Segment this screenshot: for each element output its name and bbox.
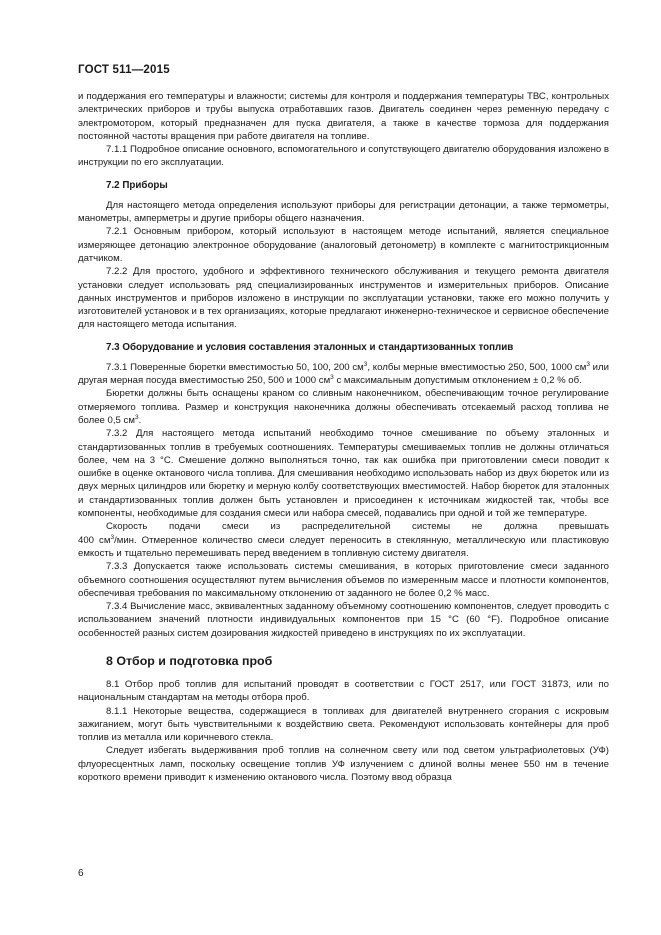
- superscript: 3: [363, 360, 368, 368]
- paragraph: Для настоящего метода определения используют приборы для регистрации детонации, а также термометры, манометры, амперметры и другие приборы общего назначения.: [78, 199, 609, 225]
- text-segment: 400 см: [78, 534, 111, 546]
- document-header: ГОСТ 511—2015: [78, 64, 170, 76]
- superscript: 3: [134, 413, 139, 421]
- paragraph-7-2-2: 7.2.2 Для простого, удобного и эффективного технического обслуживания и текущего ремонта двигателя установки следует использовать ряд специализированных инструментов и измерительных приборов. Описание данных инструментов и приборов изложено в инструкции по эксплуатации установки, также его можно получить у изготовителей установок и в тех организациях, которые предлагают инженерно-техническое и сервисное обеспечение для настоящего метода испытания.: [78, 266, 609, 331]
- paragraph-7-3-3: 7.3.3 Допускается также использовать системы смешивания, в которых приготовление смеси заданного объемного соотношения осуществляют путем вычисления объемов по измеренным массе и плотности компонентов, обеспечивая требования по максимальному отклонению от заданного не более 0,2 % масс.: [78, 561, 609, 599]
- section-heading-8: 8 Отбор и подготовка проб: [106, 653, 273, 668]
- paragraph-7-3-2: 7.3.2 Для настоящего метода испытаний необходимо точное смешивание по объему эталонных и стандартизованных топлив в требуемых соотношениях. Температуры смешиваемых топлив не должны отличаться более, чем на 3 °С. Смешение должно выполняться точно, так как ошибка при приготовлении смеси поводит к ошибке в оценке октанового числа топлива. Для смешивания необходимо использовать набор из двух бюреток или из двух мерных цилиндров или бюретку и мерную колбу соответствующих вместимостей. Набор бюреток для эталонных и стандартизованных топлив должен быть установлен и присоединен к источникам жидкостей так, чтобы все компоненты, необходимые для создания смеси или набора смесей, подавались при одной и той же температуре.: [78, 428, 609, 520]
- paragraph-7-3-4: 7.3.4 Вычисление масс, эквивалентных заданному объемному соотношению компонентов, следует проводить с использованием значений плотности индивидуальных компонентов при 15 °С (60 °F). Подробное описание особенностей разных систем дозирования жидкостей приведено в инструкциях по их эксплуатации.: [78, 601, 609, 639]
- paragraph: Следует избегать выдерживания проб топлив на солнечном свету или под светом ультрафиолетовых (УФ) флуоресцентных ламп, поскольку освещение топлив УФ излучением с длиной волны менее 550 нм в течение короткого времени приводит к изменению октанового числа. Поэтому ввод образца: [78, 745, 609, 784]
- superscript: 3: [330, 374, 334, 382]
- text-segment: .: [138, 414, 142, 426]
- paragraph-8-1: 8.1 Отбор проб топлив для испытаний проводят в соответствии с ГОСТ 2517, или ГОСТ 31873, или по национальным стандартам на методы отбора проб.: [78, 678, 609, 704]
- paragraph: и поддержания его температуры и влажности; системы для контроля и поддержания температуры ТВС, контрольных электрических приборов и трубы выпуска отработавших газов. Двигатель соединен через ременную передачу с электромотором, который предназначен для пуска двигателя, а также в качестве тормоза для поддержания постоянной частоты вращения при работе двигателя на топливе.: [78, 91, 609, 142]
- paragraph-7-3-1: [78, 361, 609, 388]
- paragraph-7-2-1: 7.2.1 Основным прибором, который используют в настоящем методе испытаний, является специальное измеряющее детонацию электронное оборудование (аналоговый детонометр) в комплекте с магнитострикционным датчиком.: [78, 226, 609, 264]
- paragraph-line: Скорость подачи смеси из распределительной системы не должна превышать: [106, 521, 609, 533]
- text-segment: , колбы мерные вместимостью 250, 500, 1000 см: [367, 361, 587, 373]
- superscript: 3: [110, 533, 115, 541]
- text-segment: 7.3.1 Поверенные бюретки вместимостью 50, 100, 200 см: [106, 361, 364, 373]
- section-heading-7-2: 7.2 Приборы: [106, 179, 168, 191]
- page-number: 6: [78, 868, 84, 879]
- superscript: 3: [586, 360, 590, 368]
- paragraph: [78, 534, 609, 561]
- paragraph: [78, 387, 609, 427]
- text-segment: Бюретки должны быть оснащены краном со сливным наконечником, обеспечивающим точное регулирование отмеряемого топлива. Размер и конструкция наконечника должны обеспечивать отсекаемый расход топлива не более 0,5 см: [78, 388, 609, 426]
- document-body: [78, 90, 609, 784]
- text-segment: или другая мерная посуда вместимостью 250, 500 и 1000 см: [78, 361, 609, 387]
- text-segment: /мин. Отмеренное количество смеси следует переносить в стеклянную, металлическую или пластиковую емкость и тщательно перемешивать перед введением в топливную систему двигателя.: [78, 534, 609, 559]
- text-segment: с максимальным допустимым отклонением ± 0,2 % об.: [333, 375, 582, 387]
- section-heading-7-3: 7.3 Оборудование и условия составления эталонных и стандартизованных топлив: [106, 341, 514, 353]
- paragraph-8-1-1: 8.1.1 Некоторые вещества, содержащиеся в топливах для двигателей внутреннего сгорания с искровым зажиганием, могут быть чувствительными к воздействию света. Рекомендуют использовать контейнеры для проб топлив из металла или коричневого стекла.: [78, 705, 609, 744]
- paragraph-7-1-1: 7.1.1 Подробное описание основного, вспомогательного и сопутствующего двигателю оборудования изложено в инструкции по его эксплуатации.: [78, 144, 609, 169]
